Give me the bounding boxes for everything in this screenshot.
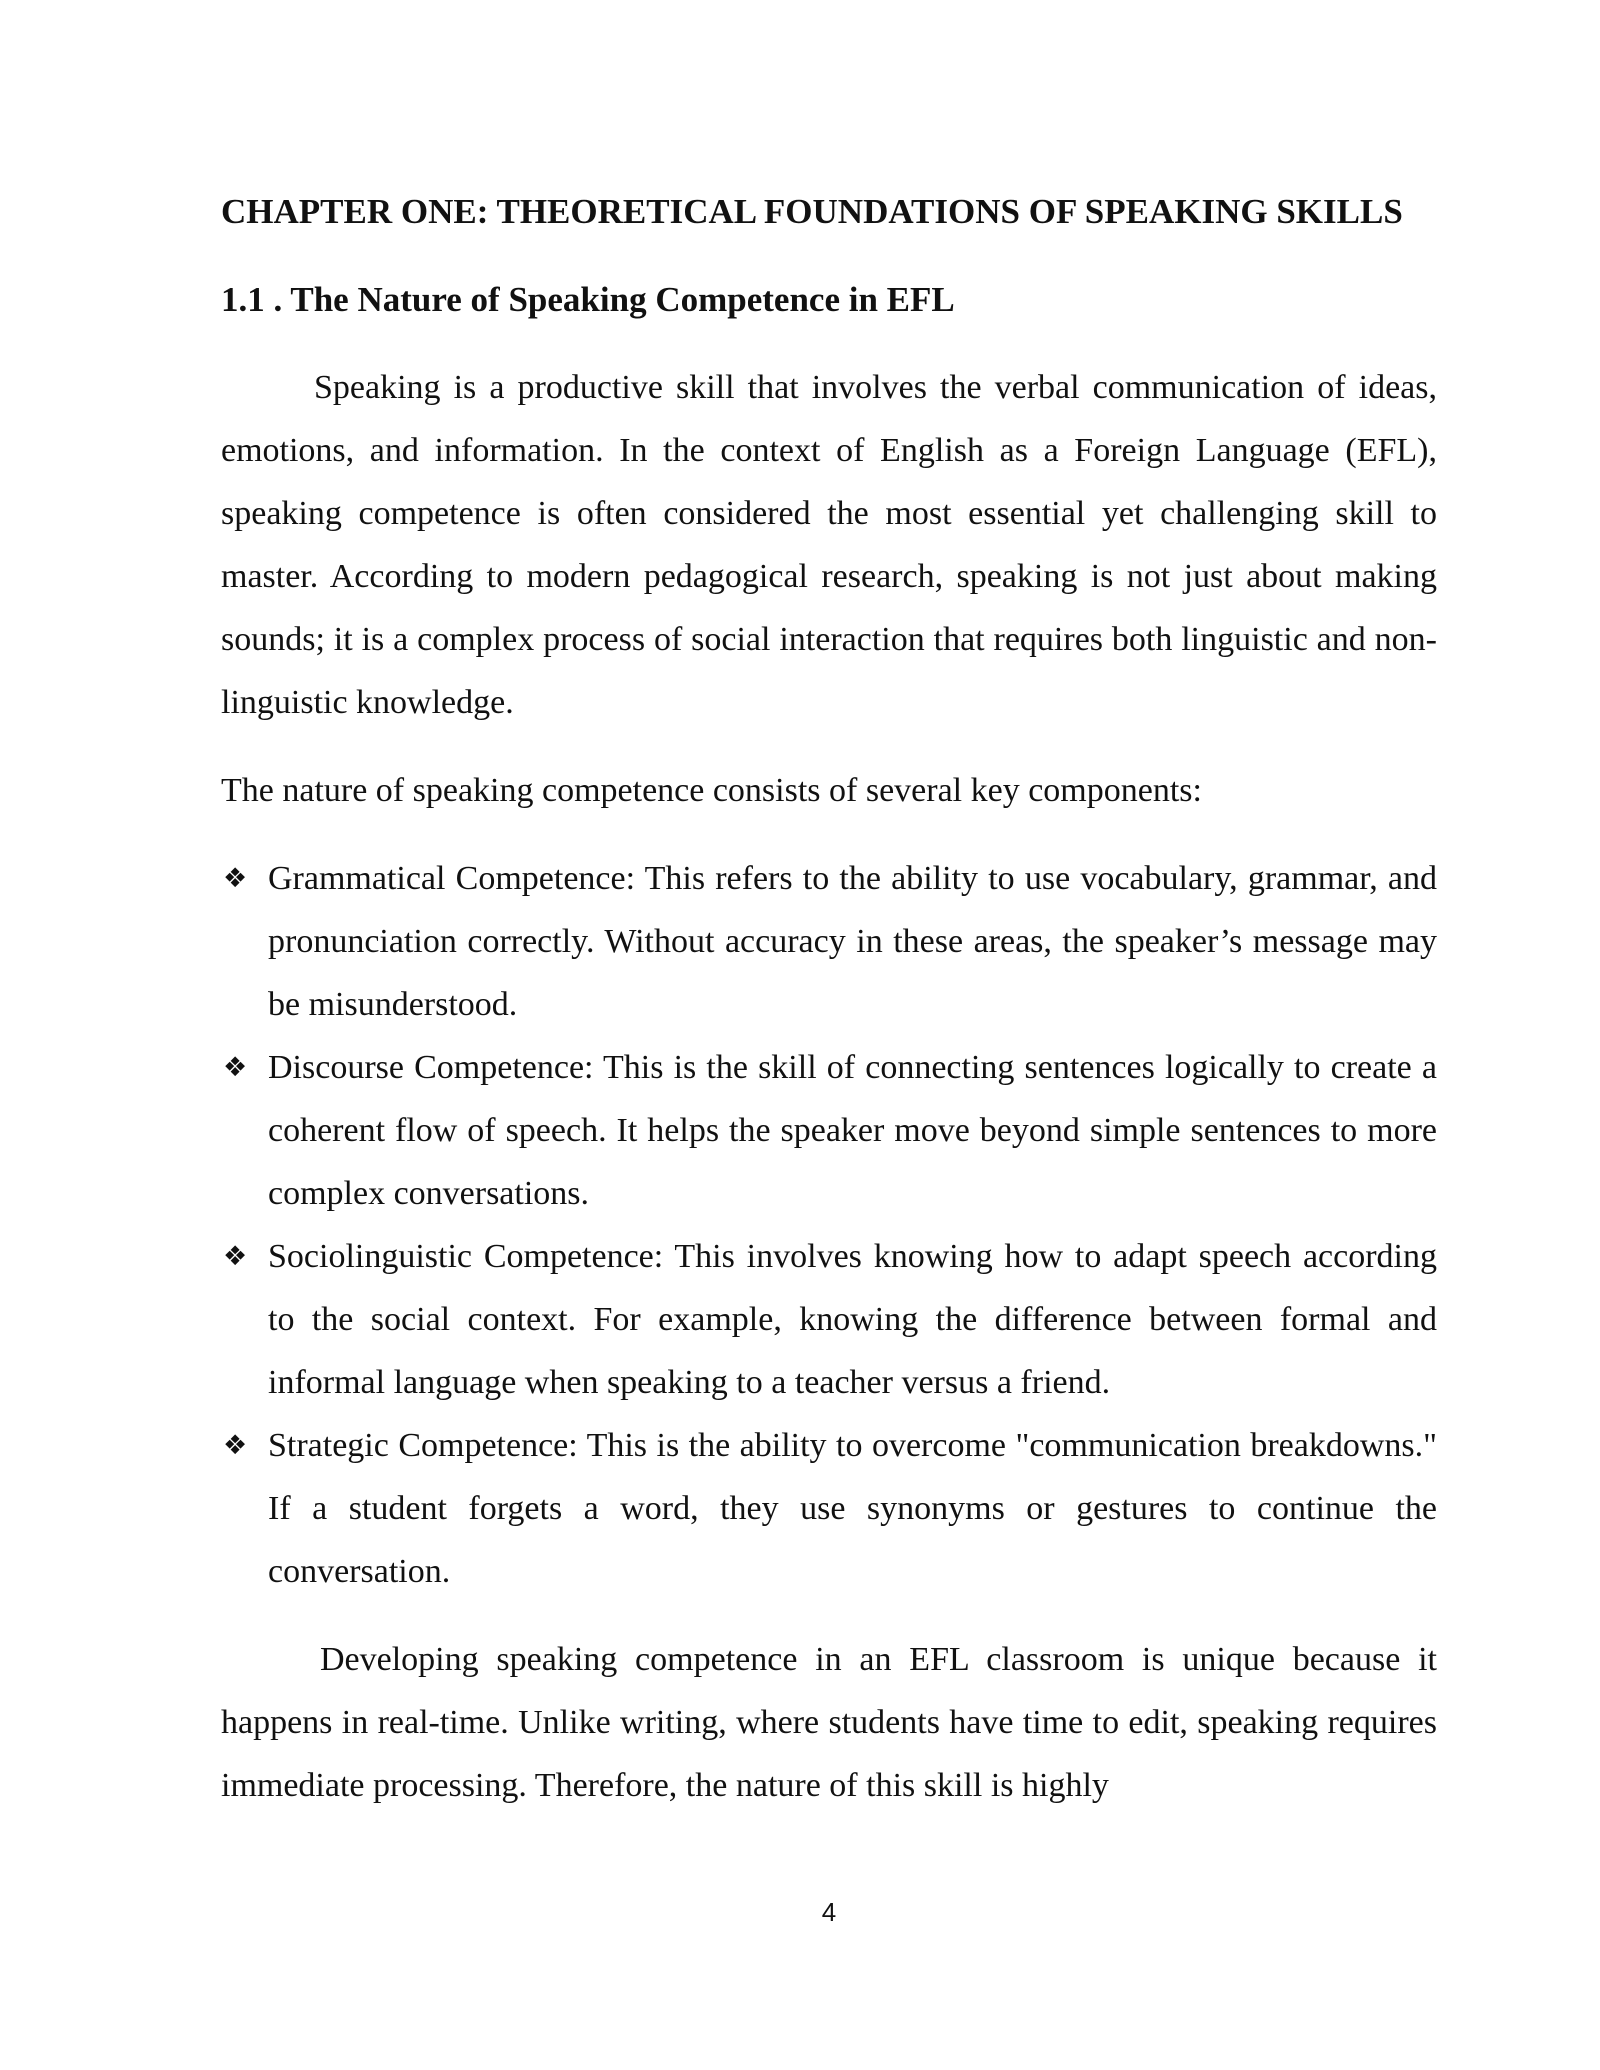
chapter-title: CHAPTER ONE: THEORETICAL FOUNDATIONS OF SPEAKING SKILLS <box>221 192 1403 231</box>
list-item <box>221 847 1437 1036</box>
intro-paragraph: Speaking is a productive skill that involves the verbal communication of ideas, emotions, and information. In the context of English as a Foreign Language (EFL), speaking competence is often considered the most essential yet challenging skill to master. According to modern pedagogical research, speaking is not just about making sounds; it is a complex process of social interaction that requires both linguistic and non-linguistic knowledge. <box>221 369 1437 721</box>
diamond-bullet-icon: ❖ <box>223 1430 248 1461</box>
list-item <box>221 1414 1437 1603</box>
closing-paragraph: Developing speaking competence in an EFL classroom is unique because it happens in real-time. Unlike writing, where students have time to edit, speaking requires immediate processing. Therefore, the nature of this skill is highly <box>221 1641 1437 1804</box>
diamond-bullet-icon: ❖ <box>223 863 248 894</box>
list-item <box>221 1225 1437 1414</box>
list-item-text: Grammatical Competence: This refers to the ability to use vocabulary, grammar, and pronunciation correctly. Without accuracy in these areas, the speaker’s message may be misunderstood. <box>268 860 1437 1023</box>
components-intro: The nature of speaking competence consists of several key components: <box>221 772 1202 809</box>
diamond-bullet-icon: ❖ <box>223 1241 248 1272</box>
diamond-bullet-icon: ❖ <box>223 1052 248 1083</box>
page-number: 4 <box>821 1897 837 1927</box>
page-content <box>221 180 1437 1817</box>
list-item-text: Sociolinguistic Competence: This involves knowing how to adapt speech according to the social context. For example, knowing the difference between formal and informal language when speaking to a teacher versus a friend. <box>268 1238 1437 1401</box>
list-item-text: Strategic Competence: This is the ability to overcome "communication breakdowns." If a student forgets a word, they use synonyms or gestures to continue the conversation. <box>268 1427 1437 1590</box>
list-item <box>221 1036 1437 1225</box>
section-heading: 1.1 . The Nature of Speaking Competence in EFL <box>221 280 955 319</box>
list-item-text: Discourse Competence: This is the skill of connecting sentences logically to create a coherent flow of speech. It helps the speaker move beyond simple sentences to more complex conversations. <box>268 1049 1437 1212</box>
components-list <box>221 847 1437 1603</box>
